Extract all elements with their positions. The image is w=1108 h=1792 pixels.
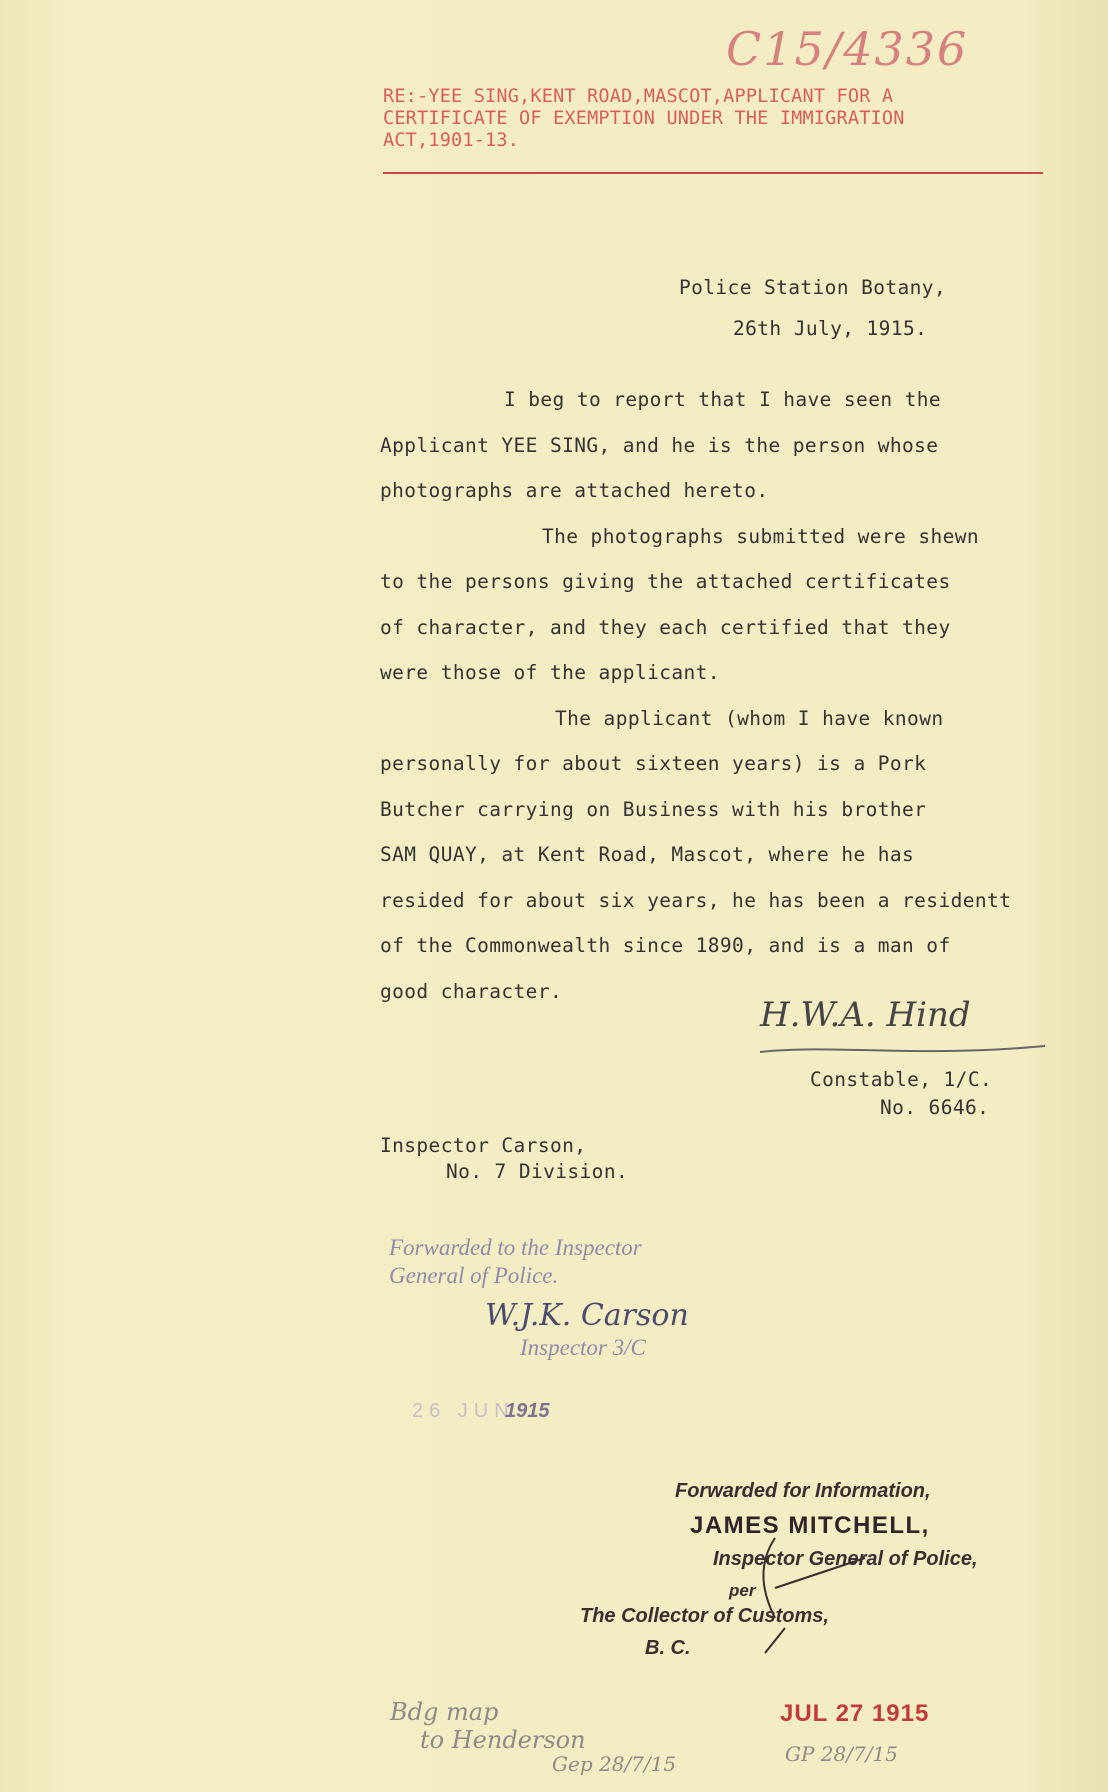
inspector-signature: W.J.K. Carson [485, 1298, 689, 1333]
body-line-2: Applicant YEE SING, and he is the person whose [380, 434, 939, 457]
body-line-9: personally for about sixteen years) is a Pork [380, 752, 927, 775]
letter-place: Police Station Botany, [679, 276, 947, 299]
ig-stamp-name: JAMES MITCHELL, [690, 1512, 930, 1539]
ig-stamp-to-line-2: B. C. [645, 1637, 691, 1659]
pencil-note-line-1: Bdg map [390, 1698, 499, 1726]
subject-line-1: RE:-YEE SING,KENT ROAD,MASCOT,APPLICANT FOR A [383, 86, 894, 107]
heading-underline [383, 172, 1043, 174]
inspector-signature-title: Inspector 3/C [520, 1335, 646, 1360]
letter-date: 26th July, 1915. [733, 317, 928, 340]
pencil-initial-date: Gep 28/7/15 [552, 1752, 677, 1776]
body-line-8: The applicant (whom I have known [555, 707, 944, 730]
ig-stamp-per: per [729, 1581, 756, 1600]
body-line-11: SAM QUAY, at Kent Road, Mascot, where he has [380, 843, 915, 866]
body-line-1: I beg to report that I have seen the [504, 388, 942, 411]
subject-heading [383, 86, 905, 152]
faded-date-year: 1915 [505, 1400, 550, 1422]
body-line-12: resided for about six years, he has been a residentt [380, 889, 1012, 912]
forwarding-stamp-line-2: General of Police. [389, 1263, 559, 1288]
ig-stamp-line-1: Forwarded for Information, [675, 1480, 931, 1502]
ig-initial-scrawl [745, 1528, 895, 1658]
received-date-stamp: JUL 27 1915 [780, 1700, 930, 1727]
ig-stamp-to-line-1: The Collector of Customs, [580, 1605, 829, 1627]
received-initial: GP 28/7/15 [785, 1742, 898, 1766]
body-line-10: Butcher carrying on Business with his brother [380, 798, 927, 821]
body-line-6: of character, and they each certified that they [380, 616, 951, 639]
body-line-13: of the Commonwealth since 1890, and is a man of [380, 934, 951, 957]
ig-stamp-title: Inspector General of Police, [713, 1548, 978, 1570]
body-line-7: were those of the applicant. [380, 661, 720, 684]
addressee-division: No. 7 Division. [446, 1160, 629, 1183]
subject-line-2: CERTIFICATE OF EXEMPTION UNDER THE IMMIGRATION [383, 108, 905, 129]
body-line-4: The photographs submitted were shewn [542, 525, 980, 548]
body-line-14: good character. [380, 980, 563, 1003]
pencil-note-line-2: to Henderson [420, 1726, 586, 1754]
signature-flourish [755, 1040, 1055, 1060]
forwarding-stamp-line-1: Forwarded to the Inspector [389, 1235, 642, 1260]
body-line-3: photographs are attached hereto. [380, 479, 769, 502]
signer-rank: Constable, 1/C. [810, 1068, 993, 1091]
faded-date-stamp: 26 JUN [412, 1400, 515, 1422]
subject-line-3: ACT,1901-13. [383, 130, 520, 151]
body-line-5: to the persons giving the attached certificates [380, 570, 951, 593]
signer-number: No. 6646. [880, 1096, 990, 1119]
reference-number: C15/4336 [726, 22, 969, 76]
addressee-name: Inspector Carson, [380, 1134, 587, 1157]
constable-signature: H.W.A. Hind [760, 995, 971, 1035]
